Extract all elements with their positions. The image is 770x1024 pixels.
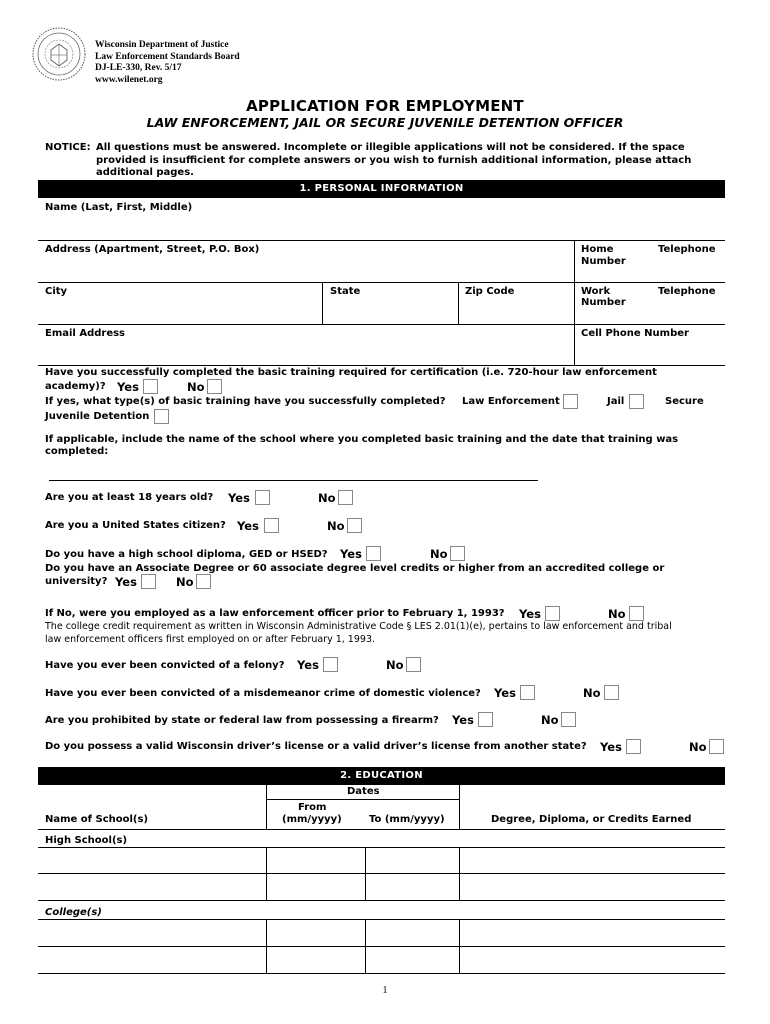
to-column: To (mm/yyyy)	[369, 814, 445, 825]
degree-column: Degree, Diploma, or Credits Earned	[491, 814, 692, 825]
question-school: If applicable, include the name of the school where you completed basic training and the date that training was	[45, 434, 679, 445]
employed-1993-no-checkbox[interactable]	[629, 606, 644, 621]
wisconsin-seal-icon	[31, 26, 87, 82]
divider	[574, 324, 575, 366]
name-label: Name (Last, First, Middle)	[45, 202, 193, 213]
no-label: No	[176, 575, 194, 589]
notice-label: NOTICE:	[45, 142, 91, 153]
divider	[459, 785, 460, 830]
school-input-line[interactable]	[49, 480, 538, 481]
misdemeanor-no-checkbox[interactable]	[604, 685, 619, 700]
page-title: APPLICATION FOR EMPLOYMENT	[246, 97, 524, 115]
diploma-yes-checkbox[interactable]	[366, 546, 381, 561]
degree-yes-checkbox[interactable]	[141, 574, 156, 589]
cell-label: Cell Phone Number	[581, 328, 689, 339]
misdemeanor-yes-checkbox[interactable]	[520, 685, 535, 700]
divider	[38, 919, 725, 920]
divider	[365, 847, 366, 901]
no-label: No	[430, 547, 448, 561]
divider	[38, 847, 725, 848]
divider	[266, 785, 267, 830]
divider	[266, 799, 459, 800]
high-school-label: High School(s)	[45, 835, 128, 846]
law-enforcement-checkbox[interactable]	[563, 394, 578, 409]
basic-training-yes-checkbox[interactable]	[143, 379, 158, 394]
basic-training-no-checkbox[interactable]	[207, 379, 222, 394]
jail-checkbox[interactable]	[629, 394, 644, 409]
college-credit-note: The college credit requirement as written in Wisconsin Administrative Code § LES 2.01(1)(e), pertains to law enforcement and tribal	[45, 621, 672, 632]
org-name: Wisconsin Department of Justice	[95, 40, 229, 50]
no-label: No	[187, 380, 205, 394]
age-no-checkbox[interactable]	[338, 490, 353, 505]
firearm-no-checkbox[interactable]	[561, 712, 576, 727]
no-label: No	[689, 740, 707, 754]
notice-text: All questions must be answered. Incomplete or illegible applications will not be considered. If the space provided is insufficient for complete answers or you wish to furnish additional information, please attach additional pages.	[96, 142, 692, 178]
citizen-yes-checkbox[interactable]	[264, 518, 279, 533]
section-education-header: 2. EDUCATION	[38, 767, 725, 785]
yes-label: Yes	[519, 607, 541, 621]
high-school-row[interactable]	[38, 873, 725, 874]
question-age: Are you at least 18 years old?	[45, 492, 214, 503]
citizen-no-checkbox[interactable]	[347, 518, 362, 533]
yes-label: Yes	[494, 686, 516, 700]
divider	[458, 282, 459, 325]
divider	[266, 847, 267, 901]
juvenile-detention-checkbox[interactable]	[154, 409, 169, 424]
school-name-column: Name of School(s)	[45, 814, 149, 825]
no-label: No	[541, 713, 559, 727]
no-label: No	[583, 686, 601, 700]
zip-label: Zip Code	[465, 286, 515, 297]
divider	[574, 282, 575, 325]
college-credit-note-cont: law enforcement officers first employed on or after February 1, 1993.	[45, 634, 376, 645]
board-name: Law Enforcement Standards Board	[95, 51, 240, 62]
dates-label: Dates	[347, 786, 380, 797]
age-yes-checkbox[interactable]	[255, 490, 270, 505]
home-phone-label-c: Number	[581, 256, 626, 267]
work-phone-label-b: Telephone	[658, 286, 716, 297]
degree-no-checkbox[interactable]	[196, 574, 211, 589]
work-phone-label-c: Number	[581, 297, 626, 308]
license-no-checkbox[interactable]	[709, 739, 724, 754]
address-field[interactable]	[38, 282, 725, 283]
college-row[interactable]	[38, 946, 725, 947]
question-basic-training: Have you successfully completed the basic training required for certification (i.e. 720-hour law enforcement	[45, 367, 657, 378]
yes-label: Yes	[237, 519, 259, 533]
option-juvenile-detention: Juvenile Detention	[45, 411, 150, 422]
home-phone-label-a: Home	[581, 244, 614, 255]
city-label: City	[45, 286, 68, 297]
employed-1993-yes-checkbox[interactable]	[545, 606, 560, 621]
question-school-cont: completed:	[45, 446, 109, 457]
from-label: From	[298, 802, 327, 813]
option-jail: Jail	[607, 396, 625, 407]
question-diploma: Do you have a high school diploma, GED or HSED?	[45, 549, 328, 560]
page-number: 1	[382, 985, 388, 996]
no-label: No	[608, 607, 626, 621]
agency-header	[95, 40, 240, 86]
question-degree-cont: university?	[45, 576, 108, 587]
license-yes-checkbox[interactable]	[626, 739, 641, 754]
question-license: Do you possess a valid Wisconsin driver’s license or a valid driver’s license from another state?	[45, 741, 587, 752]
home-phone-label-b: Telephone	[658, 244, 716, 255]
form-id: DJ-LE-330, Rev. 5/17	[95, 63, 182, 73]
question-citizen: Are you a United States citizen?	[45, 520, 226, 531]
question-misdemeanor: Have you ever been convicted of a misdemeanor crime of domestic violence?	[45, 688, 481, 699]
yes-label: Yes	[340, 547, 362, 561]
question-felony: Have you ever been convicted of a felony?	[45, 660, 285, 671]
diploma-no-checkbox[interactable]	[450, 546, 465, 561]
name-field[interactable]	[38, 240, 725, 241]
no-label: No	[318, 491, 336, 505]
question-degree: Do you have an Associate Degree or 60 associate degree level credits or higher from an accredited college or	[45, 563, 665, 574]
felony-yes-checkbox[interactable]	[323, 657, 338, 672]
section-personal-info-header: 1. PERSONAL INFORMATION	[38, 180, 725, 198]
divider	[459, 847, 460, 901]
yes-label: Yes	[228, 491, 250, 505]
college-label: College(s)	[45, 907, 102, 918]
state-label: State	[330, 286, 361, 297]
page-subtitle: LAW ENFORCEMENT, JAIL OR SECURE JUVENILE DETENTION OFFICER	[146, 115, 624, 130]
option-law-enforcement: Law Enforcement	[462, 396, 560, 407]
firearm-yes-checkbox[interactable]	[478, 712, 493, 727]
no-label: No	[386, 658, 404, 672]
no-label: No	[327, 519, 345, 533]
address-label: Address (Apartment, Street, P.O. Box)	[45, 244, 260, 255]
city-field[interactable]	[38, 324, 725, 325]
yes-label: Yes	[452, 713, 474, 727]
yes-label: Yes	[600, 740, 622, 754]
college-row[interactable]	[38, 973, 725, 974]
yes-label: Yes	[297, 658, 319, 672]
work-phone-label-a: Work	[581, 286, 611, 297]
divider	[38, 829, 725, 830]
question-firearm: Are you prohibited by state or federal law from possessing a firearm?	[45, 715, 439, 726]
felony-no-checkbox[interactable]	[406, 657, 421, 672]
website: www.wilenet.org	[95, 74, 163, 85]
from-format-label: (mm/yyyy)	[282, 814, 342, 825]
email-label: Email Address	[45, 328, 126, 339]
divider	[574, 240, 575, 283]
high-school-row[interactable]	[38, 900, 725, 901]
option-secure: Secure	[665, 396, 704, 407]
question-basic-training-cont: academy)?	[45, 381, 106, 392]
question-training-types: If yes, what type(s) of basic training have you successfully completed?	[45, 396, 446, 407]
yes-label: Yes	[115, 575, 137, 589]
divider	[322, 282, 323, 325]
question-employed-1993: If No, were you employed as a law enforcement officer prior to February 1, 1993?	[45, 608, 505, 619]
yes-label: Yes	[117, 380, 139, 394]
